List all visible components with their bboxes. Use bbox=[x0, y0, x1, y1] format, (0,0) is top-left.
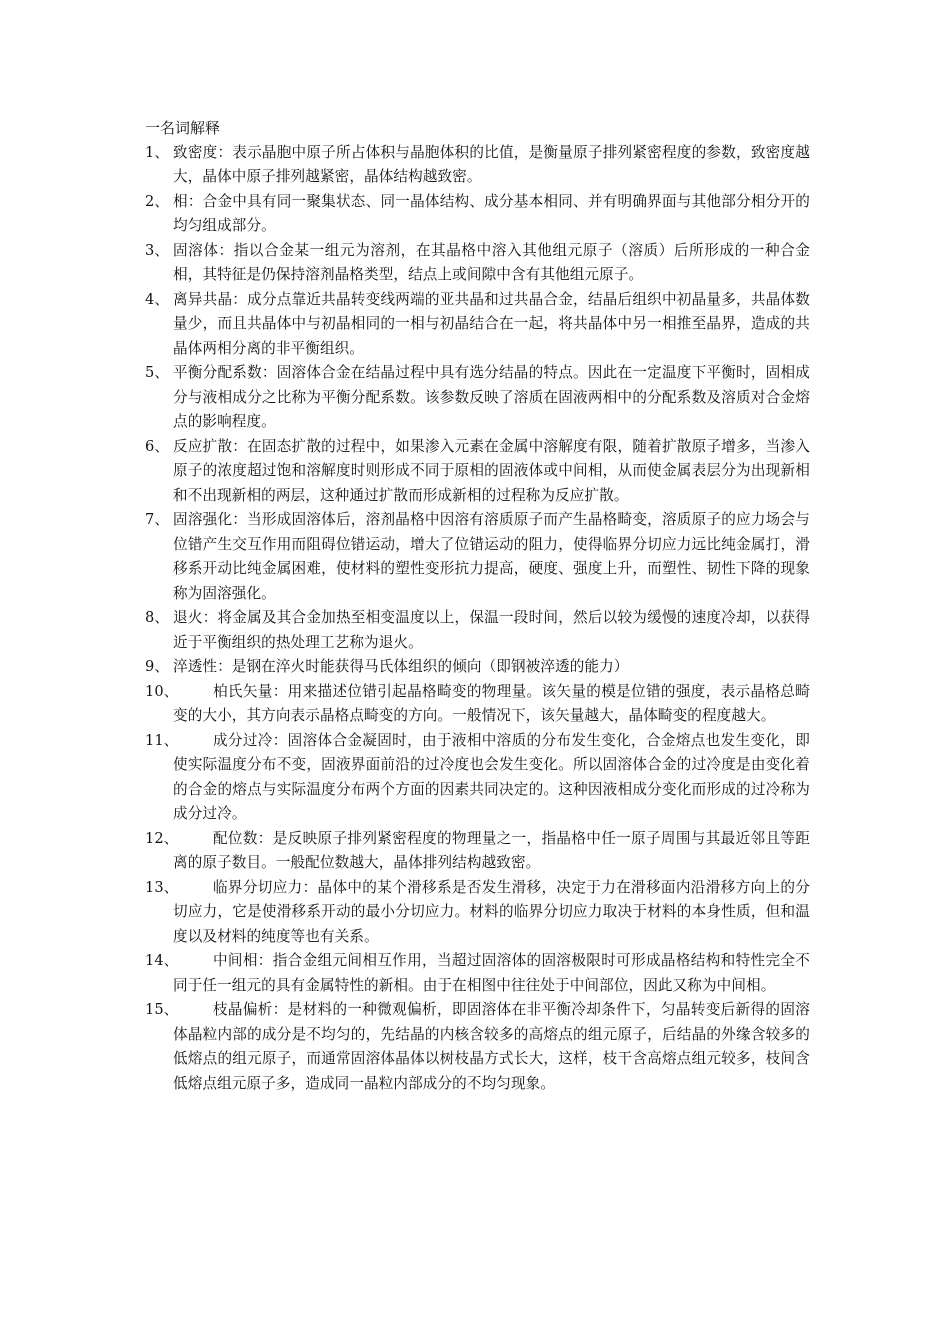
term-definition: 固溶体合金凝固时，由于液相中溶质的分布发生变化，合金熔点也发生变化，即使实际温度分布不变，固液界面前沿的过冷度也会发生变化。所以固溶体合金的过冷度是由变化着的合金的熔点与实际温度分布两个方面的因素共同决定的。这种因液相成分变化而形成的过冷称为成分过冷。 bbox=[173, 731, 810, 822]
term-definition: 将金属及其合金加热至相变温度以上，保温一段时间，然后以较为缓慢的速度冷却，以获得近于平衡组织的热处理工艺称为退火。 bbox=[173, 609, 810, 651]
term-item bbox=[145, 655, 810, 680]
term-item bbox=[145, 361, 810, 435]
term-name: 成分过冷： bbox=[213, 731, 288, 749]
term-number: 5、 bbox=[145, 364, 170, 381]
term-name: 相： bbox=[173, 192, 203, 210]
term-definition: 在固态扩散的过程中，如果渗入元素在金属中溶解度有限，随着扩散原子增多，当渗入原子的浓度超过饱和溶解度时则形成不同于原相的固液体或中间相，从而使金属表层分为出现新相和不出现新相的两层，这种通过扩散而形成新相的过程称为反应扩散。 bbox=[173, 437, 810, 504]
term-number: 12、 bbox=[145, 829, 179, 847]
term-definition: 是反映原子排列紧密程度的物理量之一，指晶格中任一原子周围与其最近邻且等距离的原子数目。一般配位数越大，晶体排列结构越致密。 bbox=[173, 829, 810, 871]
section-title: 一名词解释 bbox=[145, 119, 221, 137]
term-name: 中间相： bbox=[213, 952, 273, 969]
term-number: 8、 bbox=[145, 609, 170, 626]
term-number: 10、 bbox=[145, 682, 179, 700]
term-item bbox=[145, 729, 810, 827]
term-number: 6、 bbox=[145, 437, 170, 455]
term-name: 固溶体： bbox=[173, 241, 234, 259]
term-name: 固溶强化： bbox=[173, 511, 248, 528]
term-item bbox=[145, 141, 810, 190]
term-item bbox=[145, 288, 810, 362]
term-number: 11、 bbox=[145, 731, 179, 749]
term-definition: 指以合金某一组元为溶剂，在其晶格中溶入其他组元原子（溶质）后所形成的一种合金相，其特征是仍保持溶剂晶格类型，结点上或间隙中含有其他组元原子。 bbox=[173, 241, 810, 283]
term-name: 淬透性： bbox=[173, 658, 232, 675]
term-number: 15、 bbox=[145, 1001, 179, 1018]
term-item bbox=[145, 949, 810, 998]
term-definition: 成分点靠近共晶转变线两端的亚共晶和过共晶合金，结晶后组织中初晶量多，共晶体数量少，而且共晶体中与初晶相同的一相与初晶结合在一起，将共晶体中另一相推至晶界，造成的共晶体两相分离的非平衡组织。 bbox=[173, 290, 810, 357]
term-name: 配位数： bbox=[213, 829, 273, 847]
term-name: 离异共晶： bbox=[173, 290, 248, 308]
term-name: 反应扩散： bbox=[173, 437, 248, 455]
term-number: 9、 bbox=[145, 658, 170, 675]
term-definition: 指合金组元间相互作用，当超过固溶体的固溶极限时可形成晶格结构和特性完全不同于任一组元的具有金属特性的新相。由于在相图中往往处于中间部位，因此又称为中间相。 bbox=[173, 952, 810, 994]
document-content bbox=[145, 116, 810, 1096]
term-item bbox=[145, 680, 810, 729]
term-item bbox=[145, 827, 810, 876]
term-item bbox=[145, 190, 810, 239]
term-item bbox=[145, 606, 810, 655]
term-number: 14、 bbox=[145, 952, 179, 969]
term-name: 枝晶偏析： bbox=[213, 1001, 288, 1018]
term-definition: 晶体中的某个滑移系是否发生滑移，决定于力在滑移面内沿滑移方向上的分切应力，它是使滑移系开动的最小分切应力。材料的临界分切应力取决于材料的本身性质，但和温度以及材料的纯度等也有关系。 bbox=[173, 878, 810, 945]
term-name: 临界分切应力： bbox=[213, 878, 318, 896]
term-item bbox=[145, 508, 810, 606]
term-number: 1、 bbox=[145, 143, 170, 161]
term-name: 致密度： bbox=[173, 143, 233, 161]
term-number: 2、 bbox=[145, 192, 170, 210]
term-definition: 合金中具有同一聚集状态、同一晶体结构、成分基本相同、并有明确界面与其他部分相分开的均匀组成部分。 bbox=[173, 192, 810, 234]
term-name: 退火： bbox=[173, 609, 218, 626]
term-number: 4、 bbox=[145, 290, 170, 308]
term-definition: 当形成固溶体后，溶剂晶格中因溶有溶质原子而产生晶格畸变，溶质原子的应力场会与位错产生交互作用而阻碍位错运动，增大了位错运动的阻力，使得临界分切应力远比纯金属打，滑移系开动比纯金属困难，使材料的塑性变形抗力提高，硬度、强度上升，而塑性、韧性下降的现象称为固溶强化。 bbox=[173, 511, 810, 602]
term-number: 13、 bbox=[145, 878, 179, 896]
term-item bbox=[145, 876, 810, 950]
term-definition: 是材料的一种微观偏析，即固溶体在非平衡冷却条件下，匀晶转变后新得的固溶体晶粒内部的成分是不均匀的，先结晶的内核含较多的高熔点的组元原子，后结晶的外缘含较多的低熔点的组元原子，而通常固溶体晶体以树枝晶方式长大，这样，枝干含高熔点组元较多，枝间含低熔点组元原子多，造成同一晶粒内部成分的不均匀现象。 bbox=[173, 1001, 810, 1092]
term-number: 7、 bbox=[145, 511, 170, 528]
term-definition: 固溶体合金在结晶过程中具有选分结晶的特点。因此在一定温度下平衡时，固相成分与液相成分之比称为平衡分配系数。该参数反映了溶质在固液两相中的分配系数及溶质对合金熔点的影响程度。 bbox=[173, 364, 810, 430]
term-name: 平衡分配系数： bbox=[173, 364, 277, 381]
term-definition: 表示晶胞中原子所占体积与晶胞体积的比值，是衡量原子排列紧密程度的参数，致密度越大，晶体中原子排列越紧密，晶体结构越致密。 bbox=[173, 143, 811, 185]
term-name: 柏氏矢量： bbox=[213, 682, 288, 700]
term-item bbox=[145, 998, 810, 1096]
term-list bbox=[145, 141, 810, 1097]
term-number: 3、 bbox=[145, 241, 170, 259]
term-item bbox=[145, 435, 810, 509]
term-definition: 用来描述位错引起晶格畸变的物理量。该矢量的模是位错的强度，表示晶格总畸变的大小，其方向表示晶格点畸变的方向。一般情况下，该矢量越大，晶体畸变的程度越大。 bbox=[173, 682, 810, 724]
term-definition: 是钢在淬火时能获得马氏体组织的倾向（即钢被淬透的能力） bbox=[231, 658, 629, 675]
term-item bbox=[145, 239, 810, 288]
